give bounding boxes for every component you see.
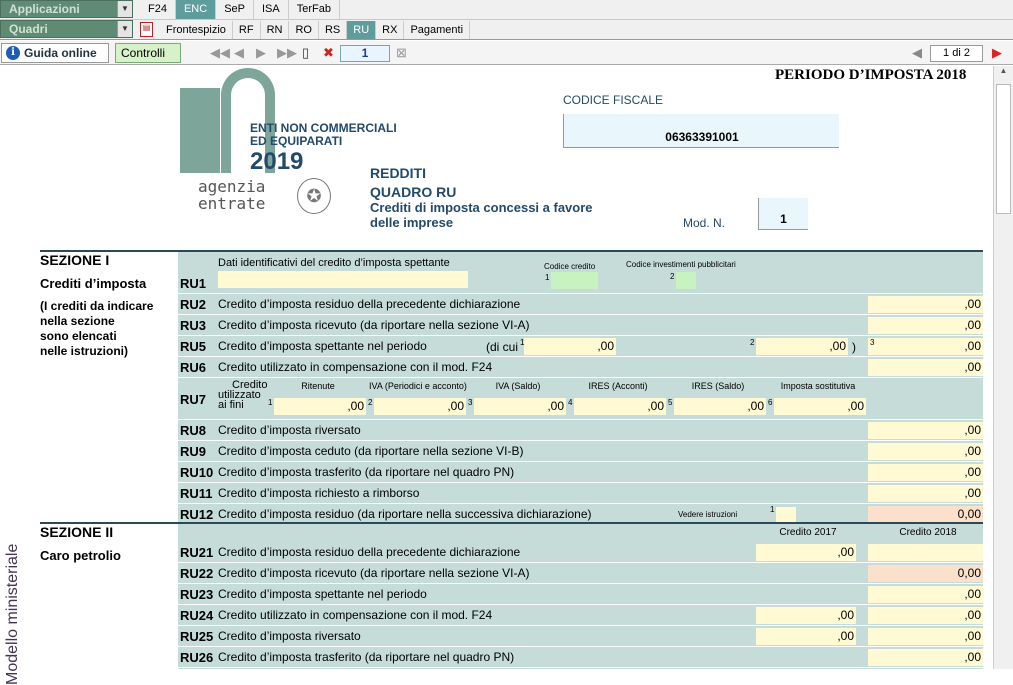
field-index: 1 — [268, 398, 273, 407]
row-ru11 — [178, 483, 983, 504]
row-code: RU5 — [180, 339, 207, 354]
row-code: RU26 — [180, 650, 214, 665]
ru7-col-label: IVA (Saldo) — [495, 381, 541, 391]
cf-value: 06363391001 — [665, 130, 739, 144]
tab-enc[interactable]: ENC — [176, 0, 216, 19]
row-desc: Credito utilizzato in compensazione con il mod. F24 — [218, 360, 493, 374]
guida-label: Guida online — [24, 46, 97, 60]
redditi-label: REDDITI — [370, 165, 426, 181]
field-index: 1 — [520, 338, 525, 347]
field-index: 3 — [870, 338, 875, 347]
row-desc: Credito d’imposta residuo (da riportare nella successiva dichiarazione) — [218, 507, 592, 521]
ru1-code-label: Codice credito — [544, 262, 596, 271]
side-label — [0, 66, 25, 685]
row-ru23 — [178, 584, 983, 605]
note-line: (I crediti da indicare — [40, 299, 154, 313]
row-code: RU8 — [180, 423, 207, 438]
sezione1-note — [40, 299, 180, 359]
ru5-field1[interactable]: ,00 — [524, 338, 616, 355]
row-desc: Credito d’imposta trasferito (da riportare nel quadro PN) — [218, 650, 515, 664]
module-tabs — [140, 0, 340, 20]
row-desc: Credito d’imposta spettante nel periodo — [218, 587, 427, 601]
sezione2-grid — [178, 524, 983, 669]
ru7-col-label: Imposta sostitutiva — [780, 381, 856, 391]
page-number-input[interactable]: 1 — [340, 45, 390, 62]
ru7-field[interactable]: ,00 — [474, 398, 566, 415]
row-code: RU24 — [180, 608, 214, 623]
field-index: 5 — [668, 398, 673, 407]
tab-rn[interactable]: RN — [261, 21, 290, 39]
ru7-field[interactable]: ,00 — [374, 398, 466, 415]
ru7-desc2: utilizzato — [218, 389, 261, 401]
ru5-dicui: (di cui — [486, 340, 519, 354]
periodo-title: PERIODO D’IMPOSTA 2018 — [775, 67, 967, 83]
row-ru24 — [178, 605, 983, 626]
delete-page-icon[interactable]: ✖ — [323, 45, 334, 60]
codice-credito-field[interactable] — [551, 272, 598, 289]
row-desc: Credito d’imposta trasferito (da riportare nel quadro PN) — [218, 465, 515, 479]
ru7-desc3: ai fini — [218, 399, 244, 411]
sezione1-title: SEZIONE I — [40, 252, 110, 268]
ru7-col-label: Ritenute — [301, 381, 335, 391]
agenzia-text2: entrate — [198, 194, 266, 213]
field-index: 6 — [768, 398, 773, 407]
page-count: 1 di 2 — [930, 45, 983, 62]
row-code: RU11 — [180, 486, 213, 501]
note-line: nella sezione — [40, 314, 115, 328]
quadro-desc2: delle imprese — [370, 215, 454, 230]
row-code: RU2 — [180, 297, 207, 312]
row-code: RU3 — [180, 318, 207, 333]
col-credito-2017: Credito 2017 — [779, 527, 837, 538]
sezione2-title: SEZIONE II — [40, 524, 114, 540]
field-index: 4 — [568, 398, 573, 407]
applicazioni-dropdown[interactable] — [0, 0, 133, 18]
field-index: 1 — [770, 505, 775, 514]
ru7-field[interactable]: ,00 — [774, 398, 866, 415]
enc-year: 2019 — [250, 148, 304, 175]
cf-label: CODICE FISCALE — [563, 93, 664, 107]
toolbar-top — [0, 0, 1013, 20]
info-icon: i — [6, 46, 20, 60]
ru1-inv-label: Codice investimenti pubblicitari — [626, 260, 736, 269]
ru7-field[interactable]: ,00 — [574, 398, 666, 415]
row-value-field[interactable]: ,00 — [868, 296, 983, 313]
tab-f24[interactable]: F24 — [140, 0, 176, 19]
field-index: 1 — [545, 273, 550, 282]
row-desc: Credito d’imposta residuo della precedente dichiarazione — [218, 545, 521, 559]
quadro-desc1: Crediti di imposta concessi a favore — [370, 200, 593, 215]
ru5-extras — [178, 336, 983, 357]
prev-module-icon[interactable]: ◀ — [912, 45, 922, 60]
field-index: 2 — [750, 338, 755, 347]
ru7-field[interactable]: ,00 — [274, 398, 366, 415]
codice-inv-field[interactable] — [676, 272, 696, 289]
row-value-field[interactable]: ,00 — [868, 485, 983, 502]
emblem-icon: ✪ — [297, 178, 331, 214]
row-code: RU7 — [180, 392, 207, 407]
ru7-field[interactable]: ,00 — [674, 398, 766, 415]
ru7-desc — [218, 380, 267, 410]
sezione1-grid — [178, 252, 983, 522]
ru1-field[interactable] — [218, 271, 468, 288]
row-code: RU12 — [180, 507, 214, 522]
chevron-down-icon[interactable]: ▼ — [117, 21, 132, 37]
row-code: RU25 — [180, 629, 214, 644]
credito-2018-field[interactable]: ,00 — [868, 628, 983, 645]
row-code: RU22 — [180, 566, 214, 581]
row-ru3 — [178, 315, 983, 336]
field-index: 3 — [468, 398, 473, 407]
new-page-icon[interactable]: ▯ — [302, 45, 310, 60]
sezione1-subtitle: Crediti d’imposta — [40, 276, 147, 291]
row-desc: Credito d’imposta richiesto a rimborso — [218, 486, 420, 500]
mod-label: Mod. N. — [683, 216, 726, 230]
credito-2018-field[interactable]: ,00 — [868, 607, 983, 624]
ru7-col-label: IVA (Periodici e acconto) — [369, 381, 467, 391]
tab-isa[interactable]: ISA — [254, 0, 289, 19]
field-index: 2 — [670, 272, 675, 281]
row-value-field[interactable]: ,00 — [868, 443, 983, 460]
credito-2017-field[interactable]: ,00 — [756, 544, 856, 561]
ru7-col-label: IRES (Saldo) — [691, 381, 745, 391]
guida-online-button[interactable] — [1, 43, 109, 63]
agenzia-text1: agenzia — [198, 177, 266, 196]
row-ru26 — [178, 647, 983, 668]
agenzia-logo — [180, 178, 265, 212]
tab-rx[interactable]: RX — [376, 21, 404, 39]
chevron-down-icon[interactable]: ▼ — [117, 1, 132, 17]
tab-pagamenti[interactable]: Pagamenti — [404, 21, 470, 39]
document — [25, 66, 993, 669]
next-module-icon[interactable]: ▶ — [992, 45, 1002, 60]
next-page-icon[interactable]: ▶ — [256, 45, 266, 60]
credito-2017-field[interactable]: ,00 — [756, 607, 856, 624]
scroll-thumb[interactable] — [996, 84, 1011, 214]
tab-ru[interactable]: RU — [347, 21, 376, 39]
row-value-field[interactable]: ,00 — [868, 422, 983, 439]
vertical-scrollbar[interactable] — [993, 66, 1013, 669]
row-ru25 — [178, 626, 983, 647]
applicazioni-label: Applicazioni — [9, 2, 80, 16]
ru1-desc: Dati identificativi del credito d’imposta spettante — [218, 257, 450, 269]
row-desc: Credito d’imposta residuo della precedente dichiarazione — [218, 297, 521, 311]
tab-rs[interactable]: RS — [319, 21, 347, 39]
row-value-field[interactable]: ,00 — [868, 464, 983, 481]
row-ru6 — [178, 357, 983, 378]
tab-sep[interactable]: SeP — [216, 0, 254, 19]
ru5-close: ) — [852, 340, 856, 354]
row-ru9 — [178, 441, 983, 462]
quadri-label: Quadri — [9, 22, 48, 36]
row-ru2 — [178, 294, 983, 315]
row-desc: Credito d’imposta ceduto (da riportare nella sezione VI-B) — [218, 444, 524, 458]
toolbar-actions — [0, 41, 1013, 65]
ru7-col-label: IRES (Acconti) — [588, 381, 648, 391]
sezione2-heading — [40, 524, 180, 563]
ru7-desc1: Credito — [232, 379, 268, 391]
row-value-field[interactable]: 0,00 — [868, 506, 983, 523]
quadri-tabs — [160, 20, 470, 40]
tab-frontespizio[interactable]: Frontespizio — [160, 21, 233, 39]
row-desc: Credito d’imposta spettante nel periodo — [218, 339, 427, 353]
cf-field[interactable] — [563, 114, 839, 148]
pdf-icon[interactable]: ▤ — [140, 22, 153, 37]
quadro-label: QUADRO RU — [370, 184, 457, 200]
first-page-icon[interactable]: ◀◀ — [210, 45, 230, 60]
credito-2018-field[interactable]: 0,00 — [868, 565, 983, 582]
row-ru7 — [178, 378, 983, 420]
enc-logo — [180, 88, 220, 173]
note-line: sono elencati — [40, 329, 117, 343]
tab-rf[interactable]: RF — [233, 21, 261, 39]
enc-line2: ED EQUIPARATI — [250, 134, 343, 148]
row-ru1 — [178, 252, 983, 294]
credito-2018-field[interactable]: ,00 — [868, 586, 983, 603]
controlli-button[interactable]: Controlli — [115, 43, 181, 63]
row-code: RU9 — [180, 444, 207, 459]
side-label-text: Modello ministeriale — [4, 543, 21, 685]
enc-line1: ENTI NON COMMERCIALI — [250, 121, 397, 135]
row-desc: Credito d’imposta riversato — [218, 629, 361, 643]
credito-2017-field[interactable]: ,00 — [756, 628, 856, 645]
row-desc: Credito d’imposta ricevuto (da riportare nella sezione VI-A) — [218, 318, 530, 332]
row-desc: Credito d’imposta ricevuto (da riportare nella sezione VI-A) — [218, 566, 530, 580]
row-desc: Credito utilizzato in compensazione con il mod. F24 — [218, 608, 493, 622]
row-ru10 — [178, 462, 983, 483]
field-index: 2 — [368, 398, 373, 407]
credito-2018-field[interactable] — [868, 544, 983, 561]
clear-icon[interactable]: ⊠ — [396, 45, 407, 60]
tab-terfab[interactable]: TerFab — [289, 0, 340, 19]
row-ru22 — [178, 563, 983, 584]
row-desc: Credito d’imposta riversato — [218, 423, 361, 437]
row-value-field[interactable]: ,00 — [868, 338, 983, 355]
sezione2-subtitle: Caro petrolio — [40, 548, 121, 563]
quadri-dropdown[interactable] — [0, 20, 133, 38]
note-line: nelle istruzioni) — [40, 344, 129, 358]
row-code: RU21 — [180, 545, 214, 560]
ru12-note: Vedere istruzioni — [678, 510, 738, 519]
row-value-field[interactable]: ,00 — [868, 317, 983, 334]
prev-page-icon[interactable]: ◀ — [234, 45, 244, 60]
row-value-field[interactable]: ,00 — [868, 359, 983, 376]
tab-ro[interactable]: RO — [289, 21, 319, 39]
scroll-up-icon[interactable]: ▲ — [999, 66, 1008, 75]
row-code: RU6 — [180, 360, 207, 375]
ru5-field2[interactable]: ,00 — [756, 338, 848, 355]
toolbar-quadri — [0, 20, 1013, 40]
col-credito-2018: Credito 2018 — [899, 527, 957, 538]
mod-field[interactable]: 1 — [758, 198, 808, 230]
enc-logo-text — [250, 122, 397, 148]
quadro-heading — [370, 166, 593, 230]
row-code: RU10 — [180, 465, 214, 480]
row-code: RU1 — [180, 276, 207, 291]
last-page-icon[interactable]: ▶▶ — [277, 45, 297, 60]
row-code: RU23 — [180, 587, 214, 602]
row-ru21 — [178, 542, 983, 563]
credito-2018-field[interactable]: ,00 — [868, 649, 983, 666]
sezione1-heading — [40, 252, 180, 359]
row-ru8 — [178, 420, 983, 441]
